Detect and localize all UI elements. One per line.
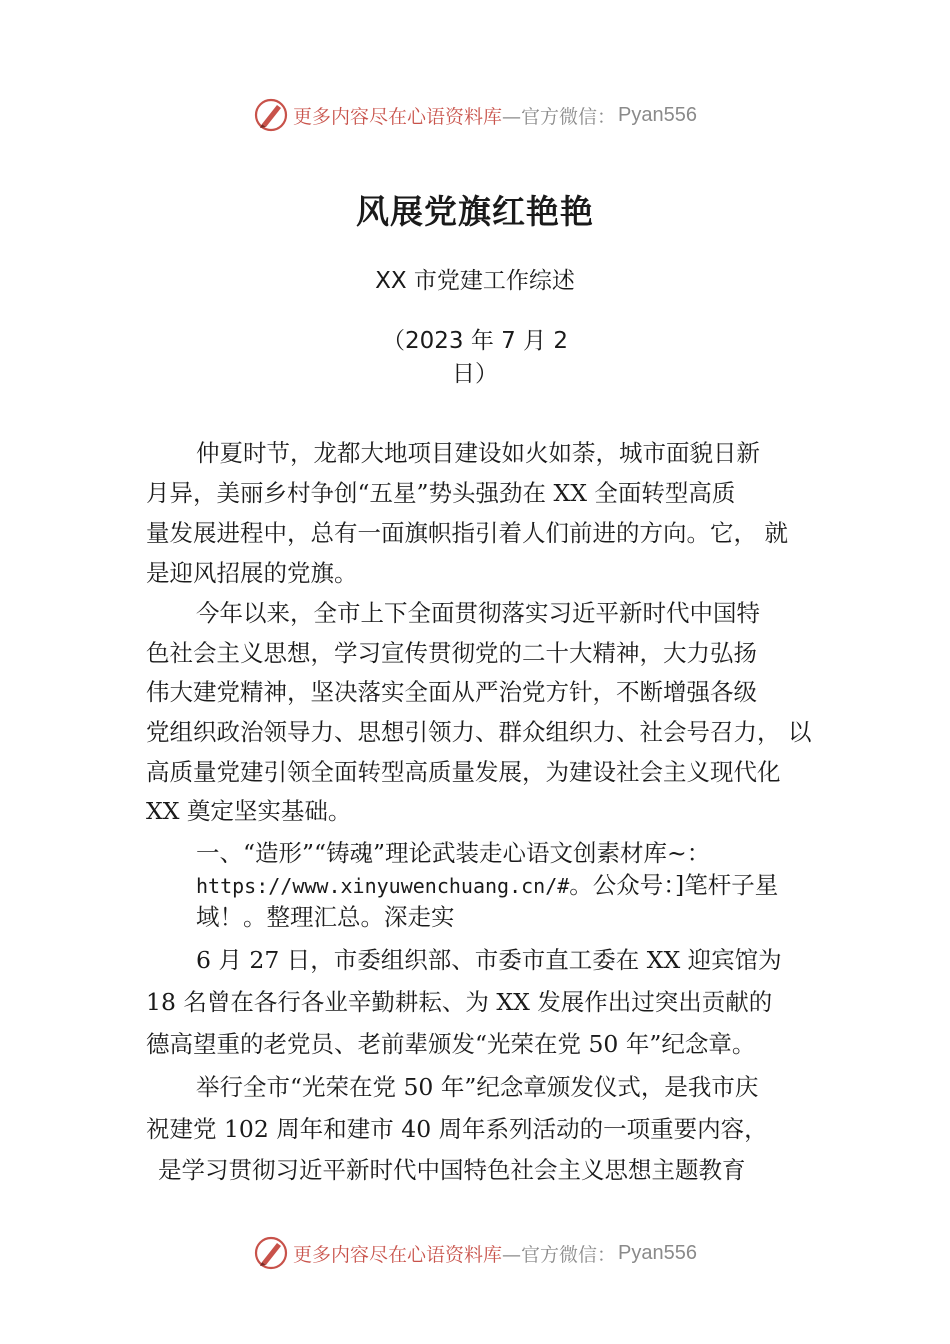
body-line: 是学习贯彻习近平新时代中国特色社会主义思想主题教育 — [158, 1156, 746, 1184]
watermark-text-1: 更多内容尽在心语资料库 — [293, 1243, 503, 1266]
body-line: 祝建党 102 周年和建市 40 周年系列活动的一项重要内容， — [146, 1115, 768, 1143]
pen-logo-icon — [253, 1235, 289, 1271]
body-line: 党组织政治领导力、思想引领力、群众组织力、社会号召力， 以 — [146, 718, 812, 746]
pen-logo-icon — [253, 97, 289, 133]
watermark-text-2: —官方微信： — [502, 105, 617, 128]
body-line: 伟大建党精神，坚决落实全面从严治党方针，不断增强各级 — [146, 678, 757, 706]
body-line: 高质量党建引领全面转型高质量发展，为建设社会主义现代化 — [146, 758, 781, 786]
body-line: 今年以来，全市上下全面贯彻落实习近平新时代中国特 — [196, 599, 760, 627]
doc-title: 风展党旗红艳艳 — [356, 192, 594, 231]
watermark-text-1: 更多内容尽在心语资料库 — [293, 105, 503, 128]
watermark-wechat-id: Pyan556 — [618, 1241, 697, 1264]
body-line: 德高望重的老党员、老前辈颁发“光荣在党 50 年”纪念章。 — [146, 1030, 756, 1058]
watermark-header — [0, 95, 950, 135]
body-line: 域！。整理汇总。深走实 — [196, 903, 455, 931]
body-line: 6 月 27 日，市委组织部、市委市直工委在 XX 迎宾馆为 — [196, 946, 782, 974]
body-line: 量发展进程中，总有一面旗帜指引着人们前进的方向。它， 就 — [146, 519, 788, 547]
body-line: 18 名曾在各行各业辛勤耕耘、为 XX 发展作出过突出贡献的 — [146, 988, 773, 1016]
watermark-footer — [0, 1233, 950, 1273]
body-line: 是迎风招展的党旗。 — [146, 559, 358, 587]
body-line: 举行全市“光荣在党 50 年”纪念章颁发仪式，是我市庆 — [196, 1073, 759, 1101]
section-heading: 一、“造形”“铸魂”理论武装走心语文创素材库~： — [196, 839, 711, 867]
source-note: 。公众号：]笔杆子星 — [569, 871, 779, 899]
doc-subtitle: XX 市党建工作综述 — [375, 268, 575, 294]
doc-date-line-2: 日） — [452, 361, 498, 387]
doc-date-line-1: （2023 年 7 月 2 — [381, 328, 569, 354]
body-line — [196, 868, 816, 902]
source-url: https://www.xinyuwenchuang.cn/# — [196, 874, 570, 898]
watermark-wechat-id: Pyan556 — [618, 103, 697, 126]
body-line: 仲夏时节，龙都大地项目建设如火如荼，城市面貌日新 — [196, 439, 760, 467]
body-line: 色社会主义思想，学习宣传贯彻党的二十大精神，大力弘扬 — [146, 639, 757, 667]
body-line: XX 奠定坚实基础。 — [146, 797, 352, 825]
watermark-text-2: —官方微信： — [502, 1243, 617, 1266]
body-line: 月异，美丽乡村争创“五星”势头强劲在 XX 全面转型高质 — [146, 479, 736, 507]
